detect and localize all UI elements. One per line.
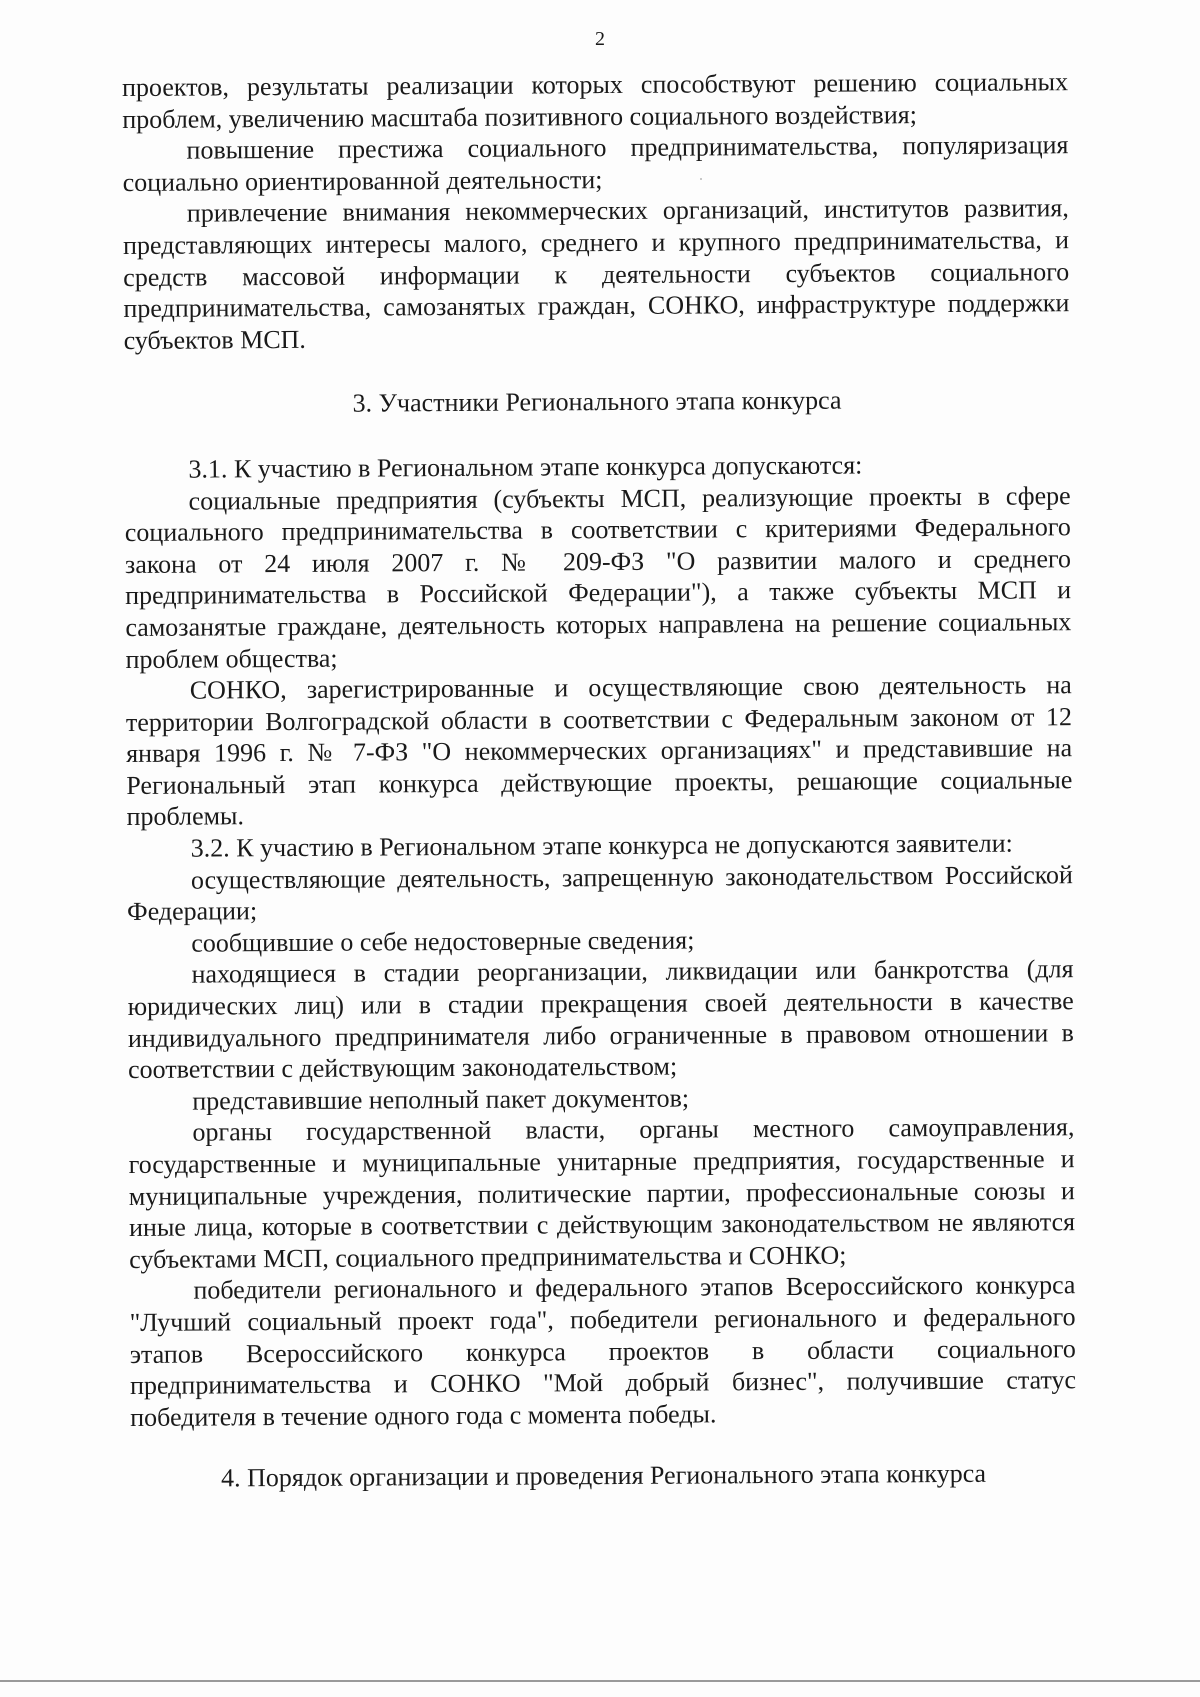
paragraph: победители регионального и федерального этапов Всероссийского конкурса "Лучший социальный проект года", победители регионального и федерального этапов Всероссийского конкурса проектов в области социального предпринимательства и СОНКО "Мой добрый бизнес", получившие статус победителя в течение одного года с момента победы.: [129, 1270, 1077, 1432]
section-heading-3: 3. Участники Регионального этапа конкурса: [352, 385, 842, 418]
scan-speck: [700, 178, 702, 180]
clause-3-2: 3.2. К участию в Региональном этапе конкурса не допускаются заявители:: [190, 828, 1013, 863]
paragraph: привлечение внимания некоммерческих организаций, институтов развития, представляющих интересы малого, среднего и крупного предпринимательства, и средств массовой информации к деятельности субъектов социального предпринимательства, самозанятых граждан, СОНКО, инфраструктуре поддержки субъектов МСП.: [122, 193, 1070, 355]
section-heading-4: 4. Порядок организации и проведения Регионального этапа конкурса: [221, 1459, 987, 1493]
paragraph: сообщившие о себе недостоверные сведения;: [191, 925, 695, 958]
paragraph: осуществляющие деятельность, запрещенную законодательством Российской Федерации;: [127, 859, 1074, 927]
paragraph: представившие неполный пакет документов;: [192, 1083, 690, 1116]
clause-3-1: 3.1. К участию в Региональном этапе конкурса допускаются:: [188, 450, 863, 484]
paragraph: органы государственной власти, органы местного самоуправления, государственные и муниципальные унитарные предприятия, государственные и муниципальные учреждения, политические партии, профессиональные союзы и иные лица, которые в соответствии с действующим законодательством не являются субъектами МСП, социального предпринимательства и СОНКО;: [128, 1112, 1076, 1274]
paragraph: повышение престижа социального предпринимательства, популяризация социально ориентированной деятельности;: [122, 130, 1069, 197]
document-body: [122, 66, 1077, 1495]
page-number: 2: [595, 28, 605, 50]
paragraph: социальные предприятия (субъекты МСП, реализующие проекты в сфере социального предпринимательства в соответствии с критериями Федерального закона от 24 июля 2007 г. № 209-ФЗ "О развитии малого и среднего предпринимательства в Российской Федерации"), а также субъекты МСП и самозанятые граждане, деятельность которых направлена на решение социальных проблем общества;: [124, 480, 1072, 674]
paragraph: находящиеся в стадии реорганизации, ликвидации или банкротства (для юридических лиц) или в стадии прекращения своей деятельности в качестве индивидуального предпринимателя либо ограниченные в правовом отношении в соответствии с действующим законодательством;: [127, 954, 1074, 1085]
scan-edge-line: [0, 1680, 1200, 1682]
paragraph: СОНКО, зарегистрированные и осуществляющие свою деятельность на территории Волгоградской области в соответствии с Федеральным законом от 12 января 1996 г. № 7-ФЗ "О некоммерческих организациях" и представившие на Региональный этап конкурса действующие проекты, решающие социальные проблемы.: [125, 670, 1073, 832]
paragraph-continuation: проектов, результаты реализации которых способствуют решению социальных проблем, увеличению масштаба позитивного социального воздействия;: [122, 67, 1069, 134]
